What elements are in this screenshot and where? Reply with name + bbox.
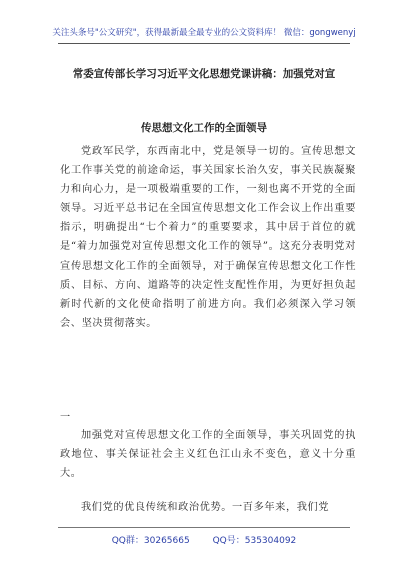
page-footer [0,533,408,546]
document-title-line-2: 传思想文化工作的全面领导 [141,122,267,134]
footer-qq-number: QQ号：535304092 [212,536,297,546]
page-header: 关注头条号"公文研究"，获得最新最全最专业的公文资料库！ 微信：gongwenyj [52,28,356,38]
footer-qq-group: QQ群：30265665 [111,536,190,546]
document-title-line-1: 常委宣传部长学习习近平文化思想党课讲稿：加强党对宣 [72,68,336,80]
header-divider [58,43,350,44]
body-paragraph-1: 党政军民学，东西南北中，党是领导一切的。宣传思想文化工作事关党的前途命运，事关国家长治久安，事关民族凝聚力和向心力，是一项极端重要的工作，一刻也离不开党的全面领导。习近平总书记在全国宣传思想文化工作会议上作出重要指示，明确提出“七个着力”的重要要求，其中居于首位的就是“着力加强党对宣传思想文化工作的领导”。这充分表明党对宣传思想文化工作的全面领导，对于确保宣传思想文化工作性质、目标、方向、道路等的决定性支配性作用，为更好担负起新时代新的文化使命指明了前进方向。我们必须深入学习领会、坚决贯彻落实。 [60,146,356,329]
footer-divider [58,527,350,528]
body-paragraph-3: 我们党的优良传统和政治优势。一百多年来，我们党 [81,502,330,513]
section-marker: 一 [60,412,71,423]
body-paragraph-2: 加强党对宣传思想文化工作的全面领导，事关巩固党的执政地位、事关保证社会主义红色江山永不变色，意义十分重大。 [60,430,356,480]
